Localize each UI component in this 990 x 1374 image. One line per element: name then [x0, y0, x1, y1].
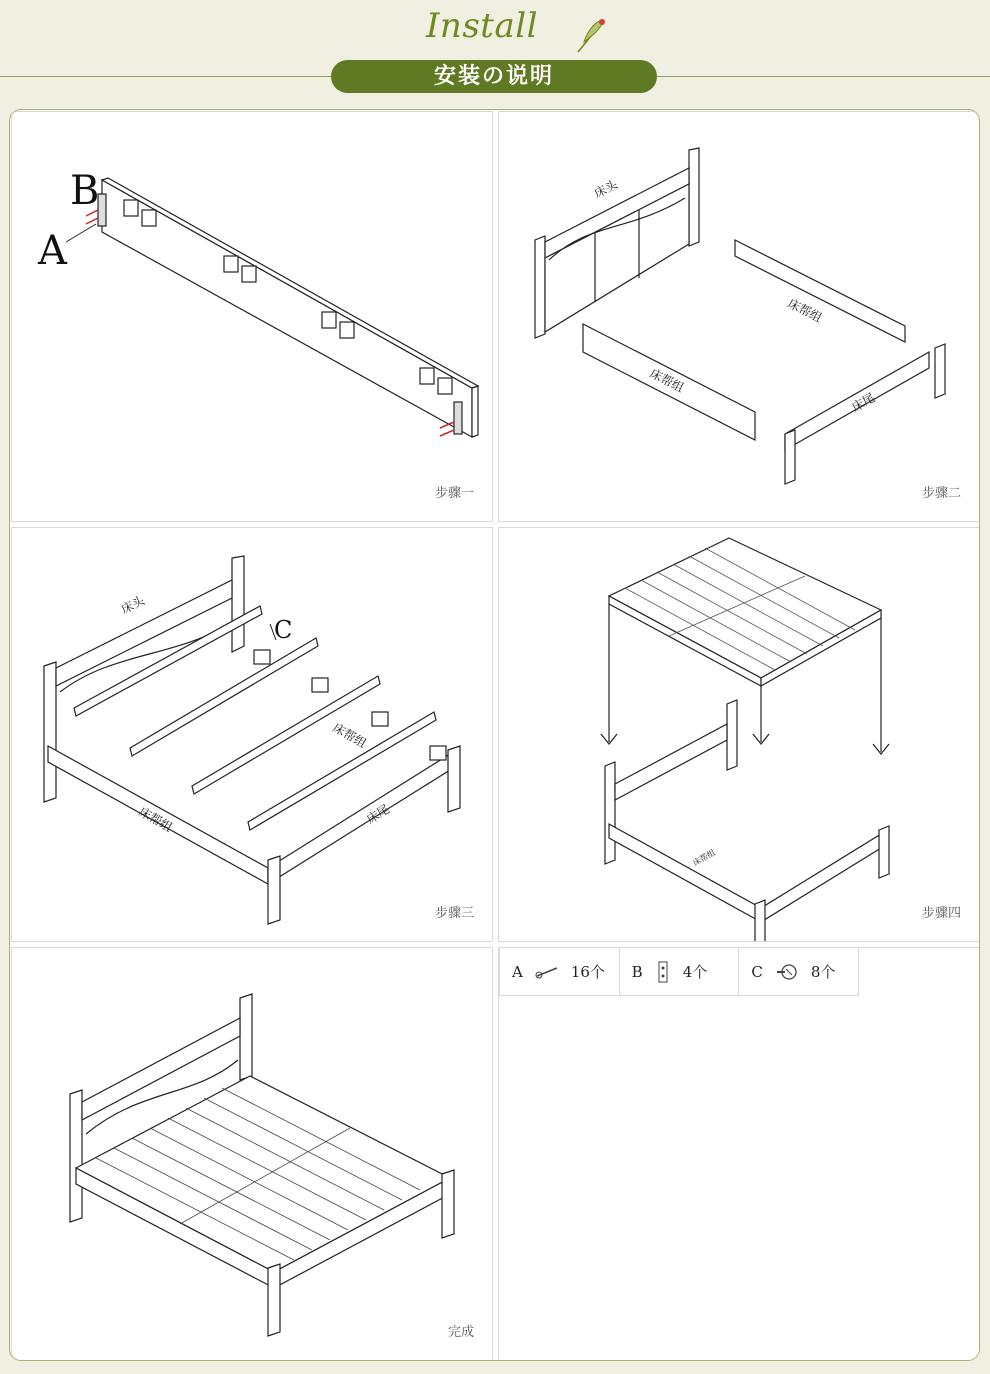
headboard-label: 床头 — [592, 177, 620, 201]
feather-pen-icon — [574, 14, 610, 54]
header — [0, 0, 990, 105]
callout-a: A — [38, 228, 67, 274]
footboard-label: 床尾 — [364, 801, 392, 827]
part-c-qty: 8个 — [810, 963, 836, 981]
side-rail-label-1: 床帮组 — [785, 296, 825, 326]
part-a — [500, 948, 620, 995]
step-2-panel — [498, 111, 980, 522]
empty-panel — [498, 947, 980, 1361]
part-b-letter: B — [631, 962, 643, 981]
instruction-panel — [9, 109, 980, 1361]
step-1-label: 步骤一 — [434, 485, 474, 500]
step-4-label: 步骤四 — [921, 905, 961, 920]
callout-b: B — [70, 168, 100, 214]
callout-c: C — [274, 616, 293, 644]
step-4-panel — [498, 527, 980, 942]
page-title: 安装の说明 — [331, 60, 657, 93]
part-a-letter: A — [512, 962, 523, 981]
bed-label: 床帮组 — [691, 847, 717, 868]
step-1-diagram — [12, 112, 493, 522]
screw-icon — [535, 965, 559, 979]
step-1-panel — [11, 111, 493, 522]
complete-panel — [11, 947, 493, 1361]
side-rail-label-1: 床帮组 — [330, 720, 369, 751]
part-a-qty: 16个 — [570, 963, 605, 981]
bracket-icon — [655, 960, 671, 984]
bolt-icon — [775, 962, 799, 982]
complete-diagram — [12, 948, 493, 1361]
step-4-diagram — [499, 528, 980, 942]
step-3-diagram — [12, 528, 493, 942]
headboard-label: 床头 — [119, 593, 147, 617]
step-3-panel — [11, 527, 493, 942]
side-rail-label-2: 床帮组 — [136, 804, 175, 835]
step-3-label: 步骤三 — [434, 905, 474, 920]
part-c — [739, 948, 858, 995]
part-c-letter: C — [751, 962, 763, 981]
side-rail-label-2: 床帮组 — [647, 366, 687, 396]
brand-title: Install — [426, 6, 538, 46]
parts-list — [499, 947, 859, 996]
footboard-label: 床尾 — [849, 390, 878, 415]
step-2-diagram — [499, 112, 980, 522]
part-b-qty: 4个 — [682, 963, 708, 981]
step-2-label: 步骤二 — [921, 485, 961, 500]
part-b — [620, 948, 740, 995]
complete-label: 完成 — [447, 1324, 474, 1339]
